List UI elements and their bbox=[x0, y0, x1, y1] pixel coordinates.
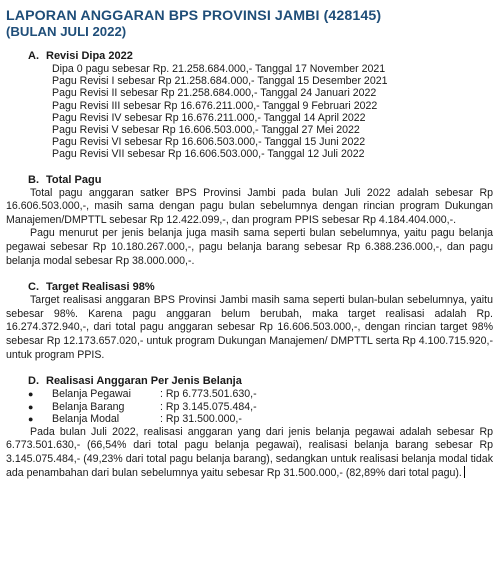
paragraph: Target realisasi anggaran BPS Provinsi Jambi masih sama seperti bulan-bulan sebelumnya, yaitu sebesar 98%. Karena pagu anggaran belum berubah, maka target realisasi adalah Rp. 16.274.372.940,-, dari total pagu anggaran sebesar Rp 16.606.503.000,-, dengan rincian target 98% sebesar Rp 12.173.657.020,- untuk program Dukungan Manajemen/ DMPTTL serta Rp 4.100.715.920,- untuk program PPIS. bbox=[6, 294, 493, 361]
revisi-line: Pagu Revisi V sebesar Rp 16.606.503.000,- Tanggal 27 Mei 2022 bbox=[52, 124, 360, 137]
revisi-line: Pagu Revisi VII sebesar Rp 16.606.503.000,- Tanggal 12 Juli 2022 bbox=[52, 148, 365, 161]
revisi-list bbox=[52, 63, 493, 161]
revisi-line: Pagu Revisi I sebesar Rp 21.258.684.000,- Tanggal 15 Desember 2021 bbox=[52, 75, 388, 88]
belanja-name: Belanja Modal bbox=[52, 413, 120, 426]
bullet-icon: ● bbox=[28, 389, 34, 400]
section-letter: C. bbox=[28, 281, 39, 294]
section-letter: B. bbox=[28, 173, 39, 186]
list-item bbox=[28, 413, 493, 426]
section-title: Total Pagu bbox=[46, 173, 102, 186]
belanja-value: : Rp 31.500.000,- bbox=[160, 413, 242, 426]
paragraph[interactable] bbox=[6, 426, 493, 481]
section-title: Target Realisasi 98% bbox=[46, 281, 155, 294]
paragraph-text: Pada bulan Juli 2022, realisasi anggaran yang dari jenis belanja pegawai adalah sebesar Rp 6.773.501.630,- (66,54% dari total pagu belanja pegawai), realisasi belanja barang sebesar Rp 3.145.075.484,- (49,23% dari total pagu belanja barang), sedangkan untuk realisasi belanja modal tidak ada penambahan dari bulan sebelumnya yaitu sebesar Rp 31.500.000,- (82,89% dari total pagu). bbox=[6, 425, 493, 480]
paragraph: Total pagu anggaran satker BPS Provinsi Jambi pada bulan Juli 2022 adalah sebesar Rp 16.606.503.000,-, masih sama dengan pagu bulan sebelumnya dengan rincian program Dukungan Manajemen/DMPTTL sebesar Rp 12.422.099,-, dan program PPIS sebesar Rp 4.184.404.000,-. bbox=[6, 186, 493, 226]
section-letter: A. bbox=[28, 50, 39, 62]
revisi-line: Pagu Revisi IV sebesar Rp 16.676.211.000,- Tanggal 14 April 2022 bbox=[52, 111, 366, 124]
report-subtitle: (BULAN JULI 2022) bbox=[6, 24, 127, 39]
paragraph: Pagu menurut per jenis belanja juga masih sama seperti bulan sebelumnya, yaitu pagu belanja pegawai sebesar Rp 10.180.267.000,-, pagu belanja barang sebesar Rp 6.388.236.000,-, dan pagu belanja modal sebesar Rp 38.000.000,-. bbox=[6, 227, 493, 267]
revisi-line: Pagu Revisi III sebesar Rp 16.676.211.000,- Tanggal 9 Februari 2022 bbox=[52, 99, 378, 112]
report-title: LAPORAN ANGGARAN BPS PROVINSI JAMBI (428145) bbox=[6, 8, 382, 24]
list-item bbox=[28, 388, 493, 401]
belanja-name: Belanja Barang bbox=[52, 400, 125, 413]
revisi-line: Pagu Revisi II sebesar Rp 21.258.684.000,- Tanggal 24 Januari 2022 bbox=[52, 87, 377, 100]
section-b-heading bbox=[28, 173, 493, 187]
bullet-icon: ● bbox=[28, 414, 34, 425]
belanja-list bbox=[28, 388, 493, 426]
section-letter: D. bbox=[28, 375, 39, 388]
section-a-heading bbox=[28, 49, 493, 63]
section-c-heading bbox=[28, 280, 493, 294]
text-cursor bbox=[464, 466, 465, 478]
belanja-name: Belanja Pegawai bbox=[52, 388, 131, 401]
section-d-heading bbox=[28, 374, 493, 388]
belanja-value: : Rp 3.145.075.484,- bbox=[160, 400, 257, 413]
revisi-line: Pagu Revisi VI sebesar Rp 16.606.503.000,- Tanggal 15 Juni 2022 bbox=[52, 136, 366, 149]
belanja-value: : Rp 6.773.501.630,- bbox=[160, 388, 257, 401]
list-item bbox=[28, 401, 493, 414]
section-title: Realisasi Anggaran Per Jenis Belanja bbox=[46, 375, 242, 388]
bullet-icon: ● bbox=[28, 401, 34, 412]
section-title: Revisi Dipa 2022 bbox=[46, 50, 133, 62]
revisi-line: Dipa 0 pagu sebesar Rp. 21.258.684.000,- Tanggal 17 November 2021 bbox=[52, 63, 386, 75]
